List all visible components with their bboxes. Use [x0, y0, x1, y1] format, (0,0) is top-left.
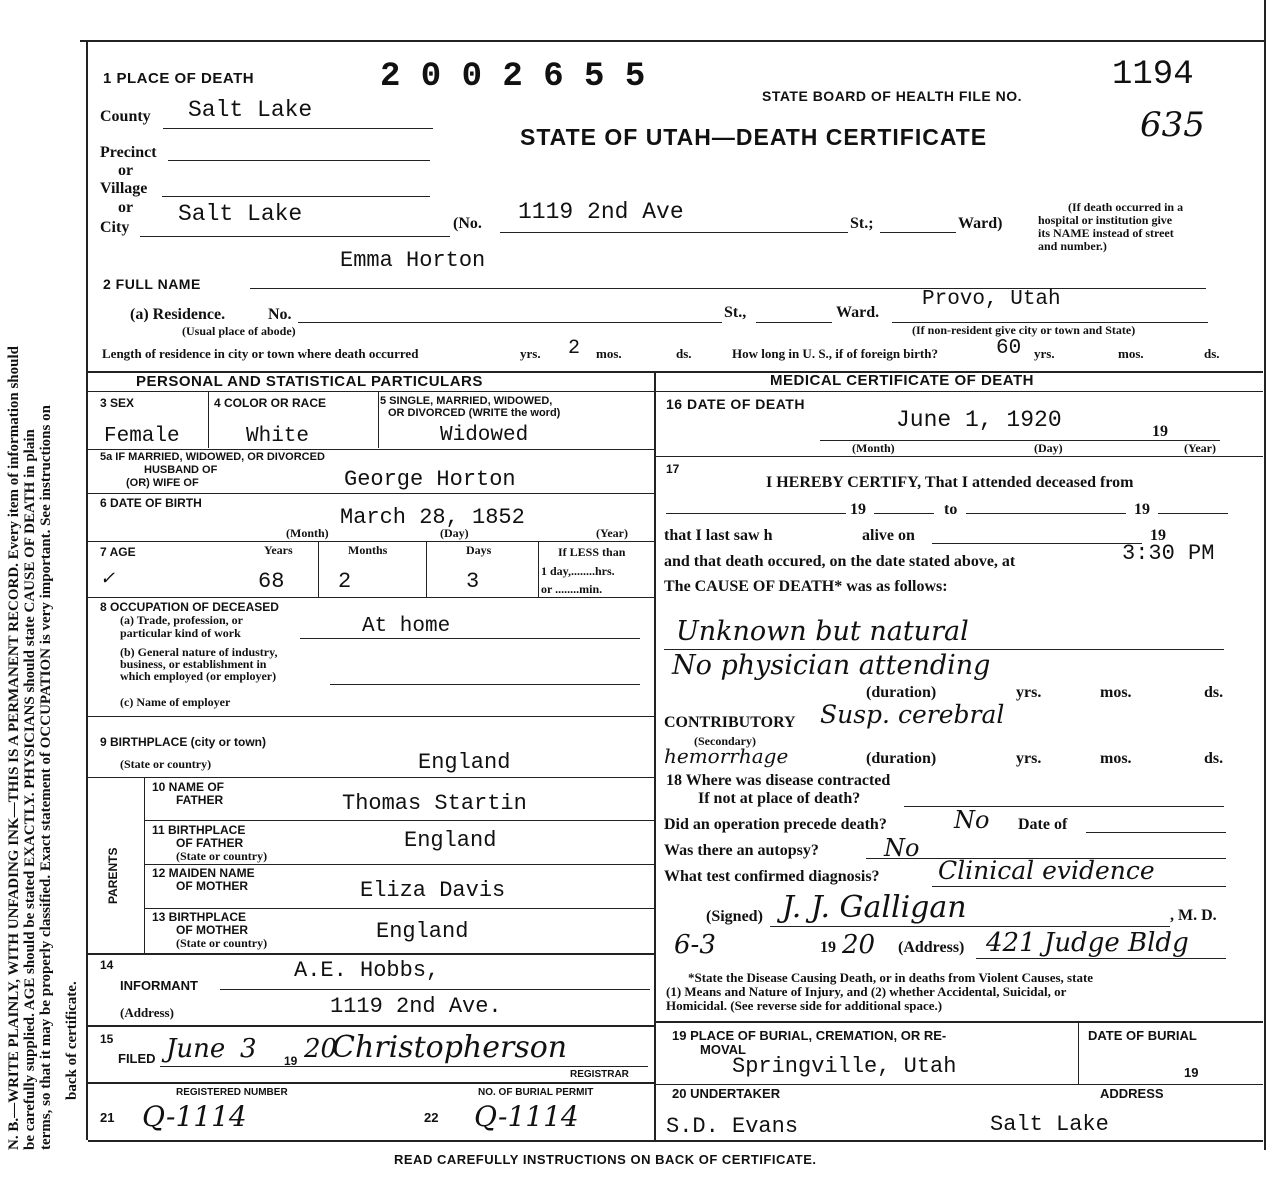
signed-line — [770, 926, 1170, 927]
operation-value: No — [954, 806, 990, 834]
date-of-death-label: 16 DATE OF DEATH — [666, 396, 805, 412]
color-divider — [378, 392, 379, 448]
mother-label-1: 12 MAIDEN NAME — [152, 866, 255, 880]
residence-no-label: No. — [268, 306, 292, 323]
burial-permit-label: NO. OF BURIAL PERMIT — [478, 1087, 594, 1098]
occupation-value: At home — [362, 615, 451, 638]
q18-line-2: If not at place of death? — [698, 790, 861, 807]
certify-from-line — [666, 513, 846, 514]
alive-on-line — [932, 543, 1142, 544]
cause-line-1: Unknown but natural — [676, 616, 969, 647]
signed-date: 6-3 — [674, 930, 716, 960]
occupation-label: 8 OCCUPATION OF DECEASED — [100, 600, 279, 614]
county-line — [163, 128, 433, 129]
date-of-label: Date of — [1018, 816, 1068, 833]
county-label: County — [100, 108, 151, 125]
mother-bp-label-1: 13 BIRTHPLACE — [152, 910, 247, 924]
informant-label: INFORMANT — [120, 978, 198, 993]
physician-signature: J. J. Galligan — [782, 890, 967, 925]
last-saw-text: that I last saw h — [664, 527, 773, 544]
father-bp-label-2: OF FATHER — [176, 836, 244, 850]
precinct-line — [168, 160, 430, 161]
row-filed-bottom — [88, 1082, 654, 1084]
row-spouse-bottom — [88, 493, 654, 494]
sex-value: Female — [104, 425, 180, 448]
or-label-2: or — [118, 199, 134, 216]
filed-19: 19 — [284, 1054, 298, 1068]
autopsy-label: Was there an autopsy? — [664, 842, 819, 859]
test-value: Clinical evidence — [938, 856, 1155, 885]
certify-to-year-line — [1158, 513, 1228, 514]
side-instruction-line-4: back of certificate. — [64, 981, 80, 1100]
personal-section-title: PERSONAL AND STATISTICAL PARTICULARS — [136, 373, 483, 390]
mother-bp-label-2: OF MOTHER — [176, 923, 248, 937]
row-birthplace-bottom — [88, 777, 654, 778]
row-mother-bottom — [144, 908, 654, 909]
father-label-2: FATHER — [176, 793, 224, 807]
death-year-label: (Year) — [1184, 441, 1216, 455]
footnote-1: *State the Disease Causing Death, or in deaths from Violent Causes, state — [688, 970, 1094, 985]
last-19: 19 — [1150, 527, 1166, 544]
certify-from-19: 19 — [850, 501, 866, 518]
dob-month-label: (Month) — [286, 526, 329, 540]
contributory-yrs-label: yrs. — [1016, 750, 1042, 767]
father-bp-value: England — [404, 828, 497, 853]
test-line — [932, 886, 1226, 887]
occupation-b-1: (b) General nature of industry, — [120, 645, 278, 659]
marital-label-1: 5 SINGLE, MARRIED, WIDOWED, — [380, 395, 553, 407]
contributory-ds-label: ds. — [1204, 750, 1224, 767]
residence-sub-label: (Usual place of abode) — [182, 324, 296, 338]
dob-year-label: (Year) — [596, 526, 628, 540]
length-residence-label: Length of residence in city or town where death occurred — [102, 346, 419, 361]
row-burial-bottom — [654, 1084, 1263, 1085]
color-label: 4 COLOR OR RACE — [214, 396, 327, 410]
registered-number-prefix: 21 — [100, 1110, 115, 1125]
father-value: Thomas Startin — [342, 791, 527, 816]
birthplace-label: 9 BIRTHPLACE (city or town) — [100, 735, 267, 749]
md-label: , M. D. — [1170, 907, 1217, 924]
form-top-border — [80, 40, 1265, 42]
us-years-value: 60 — [996, 337, 1022, 360]
occupation-b-line — [330, 684, 640, 685]
cause-line-2: No physician attending — [672, 650, 991, 681]
age-div-2 — [426, 541, 427, 597]
physician-address-line — [976, 958, 1226, 959]
q18-line-1: 18 Where was disease contracted — [666, 772, 891, 789]
residence-line — [298, 322, 722, 323]
residence-value: Provo, Utah — [922, 288, 1061, 311]
city-address-value: 1119 2nd Ave — [518, 199, 684, 225]
age-div-3 — [538, 541, 539, 597]
village-line — [162, 196, 430, 197]
village-label: Village — [100, 180, 148, 197]
signed-19: 19 — [820, 939, 836, 956]
q18-line-rule — [904, 806, 1224, 807]
row-sex-bottom — [88, 449, 654, 450]
birthplace-sub: (State or country) — [120, 757, 212, 771]
age-months-value: 2 — [338, 569, 352, 594]
filed-year: 20 — [304, 1034, 338, 1064]
row-occupation-bottom — [88, 716, 654, 717]
mother-label-2: OF MOTHER — [176, 879, 248, 893]
burial-place-label-2: MOVAL — [700, 1042, 746, 1057]
length-mos-label: mos. — [596, 346, 622, 361]
signed-year: 20 — [842, 930, 876, 960]
operation-date-line — [1086, 832, 1226, 833]
certificate-title: STATE OF UTAH—DEATH CERTIFICATE — [520, 124, 988, 150]
cause-duration-label: (duration) — [866, 684, 937, 701]
informant-no: 14 — [100, 958, 114, 972]
burial-permit-prefix: 22 — [424, 1110, 439, 1125]
age-months-label: Months — [348, 543, 388, 557]
physician-address-label: (Address) — [898, 939, 965, 956]
occupation-a-line — [300, 638, 640, 639]
signed-label: (Signed) — [706, 908, 763, 925]
undertaker-value: S.D. Evans — [666, 1114, 799, 1139]
mother-bp-label-3: (State or country) — [176, 936, 268, 950]
less-than-2: 1 day,........hrs. — [541, 564, 615, 578]
filed-line — [160, 1066, 648, 1067]
death-time-value: 3:30 PM — [1122, 541, 1215, 566]
county-value: Salt Lake — [188, 97, 313, 123]
hospital-note-2: hospital or institution give — [1038, 213, 1173, 227]
row-dob-bottom — [88, 541, 654, 542]
registrar-label: REGISTRAR — [570, 1069, 629, 1080]
certify-to-label: to — [944, 501, 958, 518]
us-mos-label: mos. — [1118, 346, 1144, 361]
cause-yrs-label: yrs. — [1016, 684, 1042, 701]
certify-from-year-line — [874, 513, 934, 514]
contributory-mos-label: mos. — [1100, 750, 1132, 767]
footer-instructions: READ CAREFULLY INSTRUCTIONS ON BACK OF CERTIFICATE. — [394, 1152, 817, 1167]
death-occurred-text: and that death occured, on the date stated above, at — [664, 553, 1016, 570]
section-title-line — [88, 391, 1263, 392]
row-date-bottom — [654, 456, 1263, 457]
registered-number-value: Q-1114 — [142, 1100, 247, 1133]
city-no-label: (No. — [453, 215, 482, 232]
hospital-note-1: (If death occurred in a — [1068, 200, 1184, 214]
certify-text: I HEREBY CERTIFY, That I attended deceased from — [766, 474, 1134, 491]
operation-label: Did an operation precede death? — [664, 816, 887, 833]
death-day-label: (Day) — [1034, 441, 1063, 455]
marital-label-2: OR DIVORCED (WRITE the word) — [388, 407, 561, 419]
spouse-label-3: (OR) WIFE OF — [126, 477, 199, 489]
contributory-duration-label: (duration) — [866, 750, 937, 767]
alive-on-text: alive on — [862, 527, 915, 544]
footnote-2: (1) Means and Nature of Injury, and (2) whether Accidental, Suicidal, or — [666, 984, 1067, 999]
certify-to-19: 19 — [1134, 501, 1150, 518]
side-instruction-line-1: N. B.—WRITE PLAINLY, WITH UNFADING INK—THIS IS A PERMANENT RECORD. Every item of information should — [6, 346, 22, 1150]
date-of-death-value: June 1, 1920 — [896, 407, 1062, 433]
physician-address-value: 421 Judge Bldg — [986, 928, 1189, 958]
occupation-b-2: business, or establishment in — [120, 657, 267, 671]
ward-line — [880, 232, 956, 233]
occupation-b-3: which employed (or employer) — [120, 669, 277, 683]
row-father-bp-bottom — [144, 864, 654, 865]
city-line — [140, 236, 450, 237]
test-label: What test confirmed diagnosis? — [664, 868, 880, 885]
dob-label: 6 DATE OF BIRTH — [100, 496, 202, 510]
dob-value: March 28, 1852 — [340, 505, 525, 530]
full-name-label: 2 FULL NAME — [103, 276, 201, 292]
nonresident-note: (If non-resident give city or town and State) — [912, 323, 1136, 337]
burial-permit-value: Q-1114 — [474, 1100, 579, 1133]
age-days-value: 3 — [466, 569, 480, 594]
certify-to-line — [966, 513, 1126, 514]
cause-text: The CAUSE OF DEATH* was as follows: — [664, 578, 948, 595]
sex-label: 3 SEX — [100, 396, 135, 410]
column-divider — [654, 371, 656, 1141]
form-right-border — [1264, 0, 1266, 1150]
autopsy-value: No — [884, 834, 920, 862]
burial-date-label: DATE OF BURIAL — [1088, 1028, 1197, 1043]
burial-date-19: 19 — [1184, 1065, 1199, 1080]
us-ds-label: ds. — [1204, 346, 1220, 361]
or-label-1: or — [118, 162, 134, 179]
birthplace-value: England — [418, 750, 511, 775]
row-age-bottom — [88, 597, 654, 598]
length-yrs-label: yrs. — [520, 346, 541, 361]
age-div-1 — [318, 541, 319, 597]
us-yrs-label: yrs. — [1034, 346, 1055, 361]
hospital-note-4: and number.) — [1038, 239, 1107, 253]
contributory-label: CONTRIBUTORY — [664, 714, 796, 731]
color-value: White — [246, 425, 310, 448]
age-years-label: Years — [264, 543, 293, 557]
row-footnote-bottom — [654, 1021, 1263, 1023]
occupation-c: (c) Name of employer — [120, 695, 231, 709]
city-ward-label: Ward) — [958, 215, 1003, 232]
cert-no: 17 — [666, 462, 680, 476]
informant-line — [220, 989, 650, 990]
occupation-a-1: (a) Trade, profession, or — [120, 613, 243, 627]
sex-divider — [208, 392, 209, 448]
father-bp-label-1: 11 BIRTHPLACE — [152, 823, 246, 837]
residence-ward-label: Ward. — [836, 304, 880, 321]
file-no: 1194 — [1112, 56, 1194, 94]
form-left-border — [86, 40, 88, 1140]
medical-section-title: MEDICAL CERTIFICATE OF DEATH — [770, 372, 1034, 389]
spouse-label-2: HUSBAND OF — [144, 464, 218, 476]
precinct-label: Precinct — [100, 144, 157, 161]
burial-place-label-1: 19 PLACE OF BURIAL, CREMATION, OR RE- — [672, 1028, 947, 1043]
age-label: 7 AGE — [100, 545, 136, 559]
registrar-signature: Christopherson — [332, 1030, 568, 1065]
parents-label: PARENTS — [106, 847, 120, 904]
burial-date-divider — [1078, 1021, 1079, 1085]
residence-ward-line — [756, 322, 832, 323]
contributory-value-1: Susp. cerebral — [820, 700, 1005, 729]
father-bp-label-3: (State or country) — [176, 849, 268, 863]
age-days-label: Days — [466, 543, 492, 557]
residence-st-label: St., — [724, 304, 747, 321]
undertaker-address-label: ADDRESS — [1100, 1086, 1164, 1101]
less-than-3: or ........min. — [541, 582, 603, 596]
residence-label: (a) Residence. — [130, 306, 226, 323]
city-st-label: St.; — [850, 215, 874, 232]
left-bottom-line — [88, 1140, 1263, 1142]
us-duration-label: How long in U. S., if of foreign birth? — [732, 346, 938, 361]
mother-bp-value: England — [376, 919, 469, 944]
dob-day-label: (Day) — [440, 526, 469, 540]
filed-month: June — [166, 1034, 226, 1064]
age-years-value: 68 — [258, 569, 285, 594]
burial-place-value: Springville, Utah — [732, 1054, 957, 1079]
length-mos-value: 2 — [568, 337, 581, 360]
file-no-label: STATE BOARD OF HEALTH FILE NO. — [762, 88, 1022, 104]
row-mother-bp-bottom — [88, 953, 654, 955]
death-month-label: (Month) — [852, 441, 895, 455]
filed-no: 15 — [100, 1032, 114, 1046]
age-mark: ✓ — [100, 568, 116, 589]
hospital-note-3: its NAME instead of street — [1038, 226, 1174, 240]
cause-ds-label: ds. — [1204, 684, 1224, 701]
full-name-value: Emma Horton — [340, 248, 486, 273]
full-name-line — [250, 288, 1206, 289]
undertaker-address-value: Salt Lake — [990, 1112, 1109, 1137]
informant-address-label: (Address) — [120, 1005, 174, 1020]
city-value: Salt Lake — [178, 201, 303, 227]
cause-mos-label: mos. — [1100, 684, 1132, 701]
filed-label: FILED — [118, 1051, 156, 1066]
date-of-death-19: 19 — [1152, 423, 1168, 440]
stamp-number: 2 0 0 2 6 5 5 — [380, 58, 646, 96]
registered-number-label: REGISTERED NUMBER — [176, 1087, 288, 1098]
row-informant-bottom — [88, 1025, 654, 1027]
secondary-number: 635 — [1140, 105, 1205, 145]
contributory-value-2: hemorrhage — [664, 744, 789, 768]
spouse-value: George Horton — [344, 467, 516, 492]
father-label-1: 10 NAME OF — [152, 780, 225, 794]
city-label: City — [100, 219, 130, 236]
side-instruction-line-3: terms, so that it may be properly classified. Exact statement of OCCUPATION is very important. See instructions on — [38, 405, 54, 1150]
parents-divider — [144, 777, 145, 953]
marital-value: Widowed — [440, 424, 529, 447]
footnote-3: Homicidal. (See reverse side for additional space.) — [666, 998, 943, 1013]
side-instruction-line-2: be carefully supplied. AGE should be stated EXACTLY. PHYSICIANS should state CAUSE OF DEATH in plain — [22, 429, 38, 1150]
occupation-a-2: particular kind of work — [120, 626, 241, 640]
spouse-label-1: 5a IF MARRIED, WIDOWED, OR DIVORCED — [100, 451, 325, 463]
length-ds-label: ds. — [676, 346, 692, 361]
secondary-label: (Secondary) — [694, 734, 756, 748]
informant-value: A.E. Hobbs, — [294, 958, 440, 983]
less-than-1: If LESS than — [558, 545, 626, 559]
undertaker-label: 20 UNDERTAKER — [672, 1086, 781, 1101]
informant-address-value: 1119 2nd Ave. — [330, 994, 502, 1019]
filed-day: 3 — [240, 1034, 257, 1064]
row-father-bottom — [144, 820, 654, 821]
place-of-death-label: 1 PLACE OF DEATH — [103, 70, 255, 87]
mother-value: Eliza Davis — [360, 878, 506, 903]
city-address-line — [500, 232, 848, 233]
